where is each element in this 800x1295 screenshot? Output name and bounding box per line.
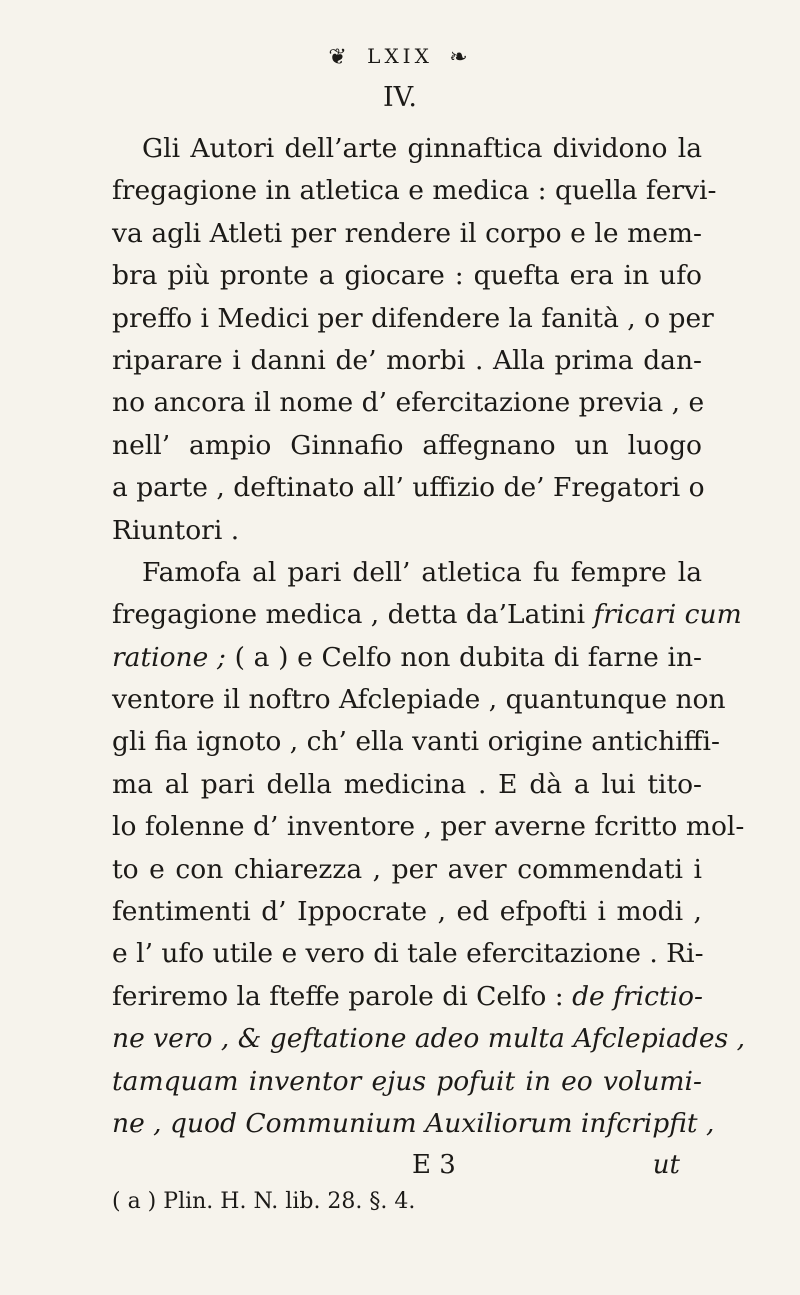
- text-line: Gli Autori dell’arte ginnaftica dividono la: [142, 133, 702, 164]
- text-line: e l’ ufo utile e vero di tale efercitazione . Ri-: [112, 938, 704, 970]
- fleuron-left-icon: ❦: [328, 45, 351, 70]
- text-line: ratione ; ( a ) e Celfo non dubita di farne in-: [112, 641, 702, 673]
- catchword: ut: [652, 1150, 680, 1181]
- text-line: tamquam inventor ejus pofuit in eo volumi-: [112, 1065, 702, 1097]
- text-line: ne , quod Communium Auxiliorum infcripfit ,: [112, 1107, 715, 1139]
- text-line: a parte , deftinato all’ uffizio de’ Fregatori o: [112, 472, 705, 504]
- text-line: ma al pari della medicina . E dà a lui tito-: [112, 768, 702, 800]
- text-line: preffo i Medici per difendere la fanità , o per: [112, 302, 714, 334]
- running-header: [0, 44, 800, 70]
- text-line: feriremo la fteffe parole di Celfo : de frictio-: [112, 980, 703, 1012]
- signature-line: [112, 1145, 702, 1185]
- section-number: IV.: [382, 82, 418, 113]
- body-text: [112, 128, 746, 1219]
- text-line: to e con chiarezza , per aver commendati i: [112, 853, 702, 885]
- text-line: lo folenne d’ inventore , per averne fcritto mol-: [112, 811, 745, 843]
- text-line: bra più pronte a giocare : quefta era in ufo: [112, 260, 702, 292]
- text-line: Famofa al pari dell’ atletica fu fempre la: [142, 556, 702, 588]
- text-line: ventore il noftro Afclepiade , quantunque non: [112, 684, 726, 716]
- text-line: fregagione in atletica e medica : quella fervi-: [112, 175, 717, 207]
- fleuron-right-icon: ❧: [449, 45, 472, 70]
- text-line: Riuntori .: [112, 514, 240, 546]
- text-line: fregagione medica , detta da’Latini fricari cum: [112, 599, 742, 631]
- text-line: nell’ ampio Ginnafio affegnano un luogo: [112, 429, 702, 461]
- page-number: LXIX: [367, 44, 433, 68]
- text-line: fentimenti d’ Ippocrate , ed efpofti i modi ,: [112, 896, 702, 928]
- text-line: no ancora il nome d’ efercitazione previa , e: [112, 387, 705, 419]
- text-line: va agli Atleti per rendere il corpo e le mem-: [112, 217, 702, 249]
- footnote: ( a ) Plin. H. N. lib. 28. §. 4.: [112, 1189, 416, 1215]
- signature-mark: E 3: [412, 1150, 456, 1181]
- text-line: riparare i danni de’ morbi . Alla prima dan-: [112, 344, 702, 376]
- text-line: ne vero , & geftatione adeo multa Afclepiades ,: [112, 1023, 746, 1055]
- text-line: gli fia ignoto , ch’ ella vanti origine antichiffi-: [112, 726, 720, 758]
